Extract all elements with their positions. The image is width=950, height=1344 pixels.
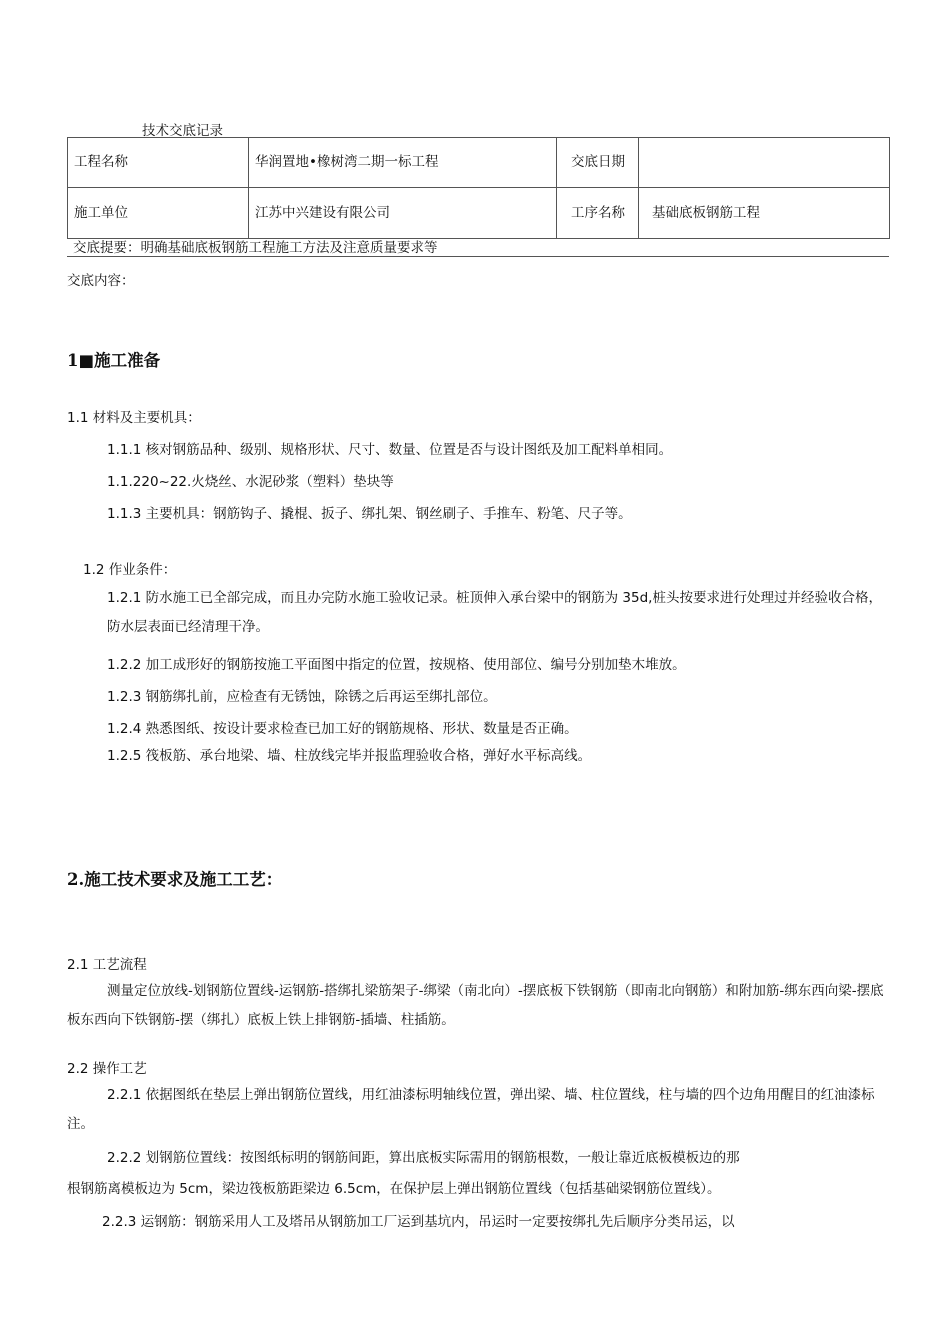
summary-line: 交底提要：明确基础底板钢筋工程施工方法及注意质量要求等 — [67, 240, 889, 257]
project-name-label: 工程名称 — [68, 138, 249, 188]
item-1-1-1: 1.1.1 核对钢筋品种、级别、规格形状、尺寸、数量、位置是否与设计图纸及加工配料单相同。 — [107, 442, 673, 458]
header-row-project — [68, 138, 890, 188]
contractor-value: 江苏中兴建设有限公司 — [249, 188, 557, 239]
item-1-2-4: 1.2.4 熟悉图纸、按设计要求检查已加工好的钢筋规格、形状、数量是否正确。 — [107, 721, 578, 737]
document-title: 技术交底记录 — [142, 123, 223, 139]
item-2-2-3: 2.2.3 运钢筋：钢筋采用人工及塔吊从钢筋加工厂运到基坑内，吊运时一定要按绑扎先后顺序分类吊运，以 — [102, 1214, 735, 1230]
section2-heading: 2.施工技术要求及施工工艺： — [67, 870, 283, 889]
process-label: 工序名称 — [557, 188, 639, 239]
process-flow-text: 测量定位放线-划钢筋位置线-运钢筋-搭绑扎梁筋架子-绑梁（南北向）-摆底板下铁钢筋（即南北向钢筋）和附加筋-绑东西向梁-摆底板东西向下铁钢筋-摆（绑扎）底板上铁上排钢筋-插墙、柱插筋。 — [67, 983, 884, 1028]
item-2-2-2-line2: 根钢筋离模板边为 5cm，梁边筏板筋距梁边 6.5cm，在保护层上弹出钢筋位置线（包括基础梁钢筋位置线）。 — [67, 1181, 721, 1197]
item-2-2-1: 2.2.1 依据图纸在垫层上弹出钢筋位置线，用红油漆标明轴线位置，弹出梁、墙、柱位置线，柱与墙的四个边角用醒目的红油漆标注。 — [67, 1087, 875, 1132]
process-value: 基础底板钢筋工程 — [639, 188, 890, 239]
header-row-contractor — [68, 188, 890, 239]
header-table — [67, 137, 890, 239]
date-value — [639, 138, 890, 188]
subsection-1-1: 1.1 材料及主要机具： — [67, 410, 201, 426]
project-name-value: 华润置地•橡树湾二期一标工程 — [249, 138, 557, 188]
item-1-2-3: 1.2.3 钢筋绑扎前，应检查有无锈蚀，除锈之后再运至绑扎部位。 — [107, 689, 497, 705]
section1-heading: 1■施工准备 — [67, 351, 161, 370]
subsection-2-1: 2.1 工艺流程 — [67, 957, 147, 973]
date-label: 交底日期 — [557, 138, 639, 188]
item-1-1-2: 1.1.220~22.火烧丝、水泥砂浆（塑料）垫块等 — [107, 474, 394, 490]
item-1-2-5: 1.2.5 筏板筋、承台地梁、墙、柱放线完毕并报监理验收合格，弹好水平标高线。 — [107, 748, 592, 764]
subsection-2-2: 2.2 操作工艺 — [67, 1061, 147, 1077]
item-1-2-1: 1.2.1 防水施工已全部完成，而且办完防水施工验收记录。桩顶伸入承台梁中的钢筋为 35d,桩头按要求进行处理过并经验收合格，防水层表面已经清理干净。 — [107, 590, 882, 635]
item-2-2-2-line1: 2.2.2 划钢筋位置线：按图纸标明的钢筋间距，算出底板实际需用的钢筋根数，一般让靠近底板模板边的那 — [107, 1150, 740, 1166]
content-label: 交底内容： — [67, 273, 135, 289]
contractor-label: 施工单位 — [68, 188, 249, 239]
item-1-1-3: 1.1.3 主要机具：钢筋钩子、撬棍、扳子、绑扎架、钢丝刷子、手推车、粉笔、尺子等。 — [107, 506, 632, 522]
item-1-2-2: 1.2.2 加工成形好的钢筋按施工平面图中指定的位置，按规格、使用部位、编号分别加垫木堆放。 — [107, 657, 686, 673]
subsection-1-2: 1.2 作业条件： — [83, 562, 177, 578]
